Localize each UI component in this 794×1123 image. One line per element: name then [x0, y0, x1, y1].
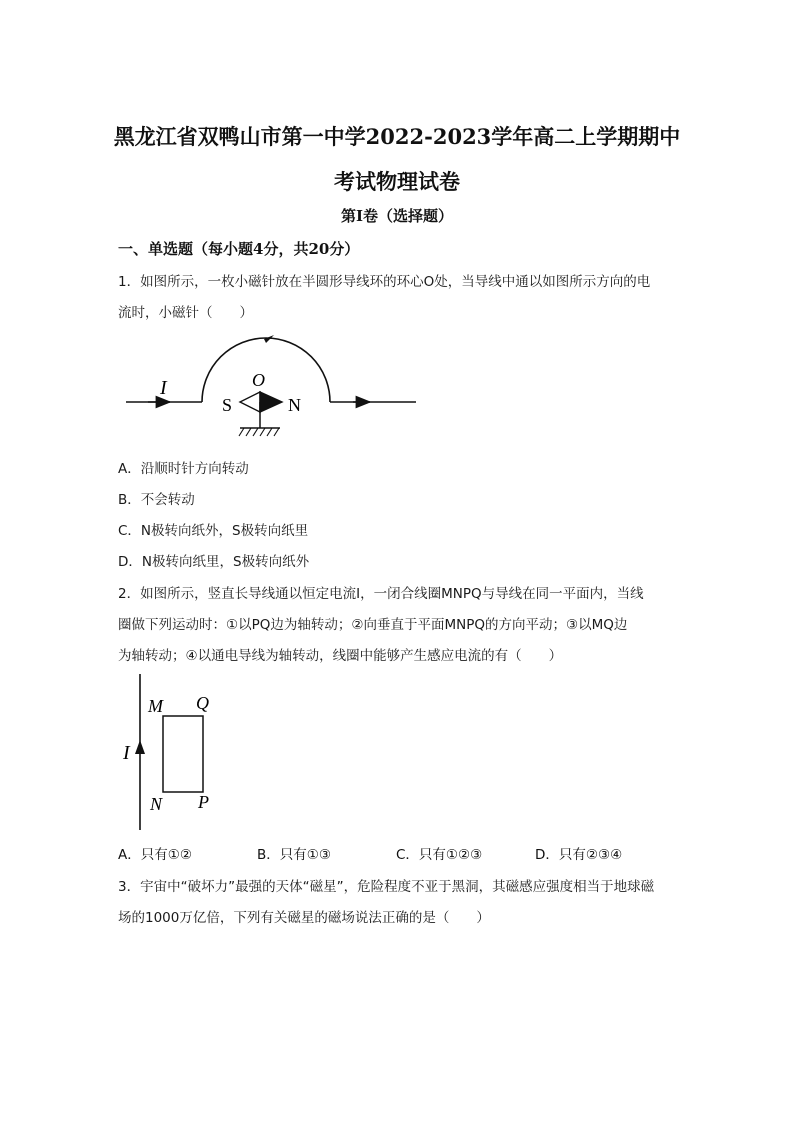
q1-option-a[interactable]: A．沿顺时针方向转动 [118, 461, 249, 477]
q1-needle-north-half [260, 392, 282, 412]
q1-needle-south-half [240, 392, 260, 412]
q2-current-label: I [123, 742, 130, 764]
q2-option-a[interactable]: A．只有①② [118, 847, 192, 863]
q1-center-label: O [252, 370, 265, 390]
q1-ground-hatch-icon [239, 428, 279, 436]
q3-stem-line-2: 场的1000万亿倍，下列有关磁星的磁场说法正确的是（ ） [118, 910, 490, 926]
q2-stem-line-2: 圈做下列运动时：①以PQ边为轴转动；②向垂直于平面MNPQ的方向平动；③以MQ边 [118, 617, 628, 633]
q2-option-d[interactable]: D．只有②③④ [535, 847, 623, 863]
q2-stem-line-3: 为轴转动；④以通电导线为轴转动，线圈中能够产生感应电流的有（ ） [118, 648, 563, 664]
section-heading: 一、单选题（每小题4分，共20分） [118, 240, 360, 258]
q2-label-n: N [150, 794, 163, 814]
q1-stem-line-1: 1．如图所示，一枚小磁针放在半圆形导线环的环心O处，当导线中通以如图所示方向的电 [118, 274, 651, 290]
q1-south-label: S [222, 395, 233, 415]
paper-part-title: 第I卷（选择题） [340, 207, 454, 225]
q2-figure [118, 672, 238, 832]
q1-semicircle-wire [202, 338, 330, 402]
q3-stem-line-1: 3．宇宙中“破坏力”最强的天体“磁星”，危险程度不亚于黑洞，其磁感应强度相当于地球磁 [118, 879, 655, 895]
exam-title-line-1: 黑龙江省双鸭山市第一中学2022-2023学年高二上学期期中 [113, 124, 681, 149]
q1-option-b[interactable]: B．不会转动 [118, 492, 195, 508]
q2-stem-line-1: 2．如图所示，竖直长导线通以恒定电流I，一闭合线圈MNPQ与导线在同一平面内，当线 [118, 586, 644, 602]
q1-figure [118, 330, 428, 445]
q2-label-q: Q [196, 693, 209, 713]
q2-label-p: P [198, 792, 209, 812]
q1-north-label: N [288, 395, 301, 415]
q2-current-arrow-icon [135, 740, 145, 754]
q2-option-c[interactable]: C．只有①②③ [396, 847, 483, 863]
q1-stem-line-2: 流时，小磁针（ ） [118, 305, 253, 321]
q1-current-label: I [160, 377, 167, 399]
q1-option-d[interactable]: D．N极转向纸里，S极转向纸外 [118, 554, 310, 570]
exam-title-line-2: 考试物理试卷 [334, 169, 460, 194]
q2-option-b[interactable]: B．只有①③ [257, 847, 331, 863]
q2-label-m: M [148, 696, 163, 716]
q2-coil-mnpq [163, 716, 203, 792]
q1-option-c[interactable]: C．N极转向纸外，S极转向纸里 [118, 523, 309, 539]
